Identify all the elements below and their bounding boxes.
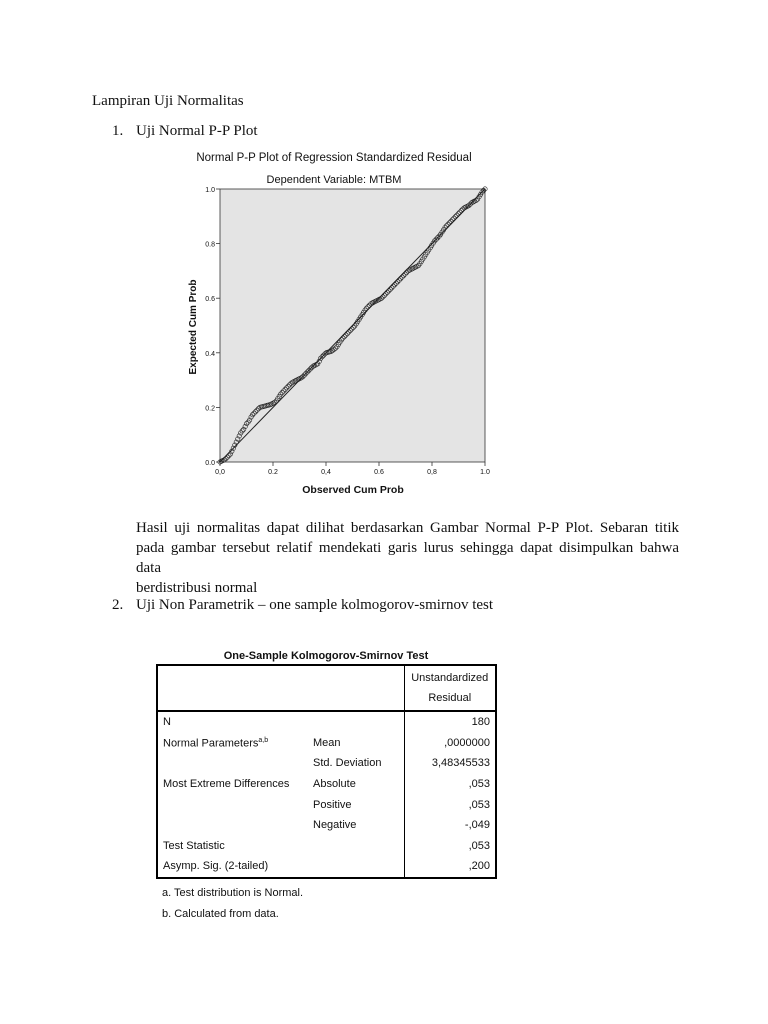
row-label-sup: a,b [258,736,269,744]
row-value: -,049 [404,815,496,836]
chart-title: Normal P-P Plot of Regression Standardized Residual [196,152,472,164]
row-label: Asymp. Sig. (2-tailed) [157,856,308,878]
x-tick-label: 0.6 [374,469,384,476]
page-heading: Lampiran Uji Normalitas [92,93,244,109]
row-value: 180 [404,711,496,733]
x-tick-label: 0.2 [268,469,278,476]
row-sub [308,836,404,857]
row-sub: Std. Deviation [313,757,382,770]
table-row [157,774,496,795]
x-tick-label: 0,8 [427,469,437,476]
paragraph-1-last-line: berdistribusi normal [136,580,258,596]
footnote-b: b. Calculated from data. [162,908,279,920]
y-tick-label: 0.8 [205,241,215,249]
section2-title: Uji Non Parametrik – one sample kolmogorov-smirnov test [136,597,494,613]
row-value: ,0000000 [404,733,496,754]
ks-header-line2: Residual [428,692,472,704]
y-tick-label: 0.4 [205,350,215,358]
row-sub [308,711,404,733]
row-label [157,733,308,754]
y-axis [205,187,220,467]
row-label [157,815,308,836]
y-tick-label: 1.0 [205,187,215,194]
table-row [157,753,496,774]
ks-header-line1: Unstandardized [411,672,489,684]
table-row [157,733,496,754]
row-value: ,053 [404,794,496,815]
table-row [157,711,496,733]
row-sub: Mean [313,736,341,749]
table-row [157,836,496,857]
row-label: Test Statistic [157,836,308,857]
row-label [157,794,308,815]
pp-plot-chart [180,145,500,500]
y-tick-label: 0.0 [205,460,215,467]
row-value: ,053 [404,774,496,795]
row-sub [308,856,404,878]
y-axis-label: Expected Cum Prob [188,279,199,375]
paragraph-1-text: Hasil uji normalitas dapat dilihat berdasarkan Gambar Normal P-P Plot. Sebaran titik pada gambar tersebut relatif mendekati garis lurus sehingga dapat disimpulkan bahwa data [136,520,679,576]
row-label-text: Normal Parameters [163,737,259,750]
x-tick-label: 0,0 [215,469,225,476]
chart-subtitle: Dependent Variable: MTBM [266,174,402,186]
table-row [157,856,496,878]
y-tick-label: 0.6 [205,296,215,304]
section1-title: Uji Normal P-P Plot [136,123,258,139]
ks-header-blank [157,665,404,711]
ks-header-cell [404,665,496,711]
row-value: ,053 [404,836,496,857]
row-sub: Negative [313,819,357,832]
x-axis-label: Observed Cum Prob [302,484,404,496]
row-label [157,753,308,774]
footnote-a: a. Test distribution is Normal. [162,887,304,899]
ks-table [156,664,497,879]
section2-number: 2. [112,597,124,613]
x-axis [215,462,490,476]
row-label: Most Extreme Differences [157,774,308,795]
row-label: N [157,711,308,733]
table-row [157,794,496,815]
x-tick-label: 0,4 [321,469,331,476]
ks-table-title: One-Sample Kolmogorov-Smirnov Test [223,650,429,662]
row-sub: Absolute [313,778,356,791]
row-sub: Positive [313,798,352,811]
y-tick-label: 0.2 [205,405,215,413]
row-value: ,200 [404,856,496,878]
x-tick-label: 1.0 [480,469,490,476]
section1-number: 1. [112,123,124,139]
table-row [157,815,496,836]
row-value: 3,48345533 [404,753,496,774]
ks-header-row [157,665,496,711]
ks-table-body [157,711,496,878]
